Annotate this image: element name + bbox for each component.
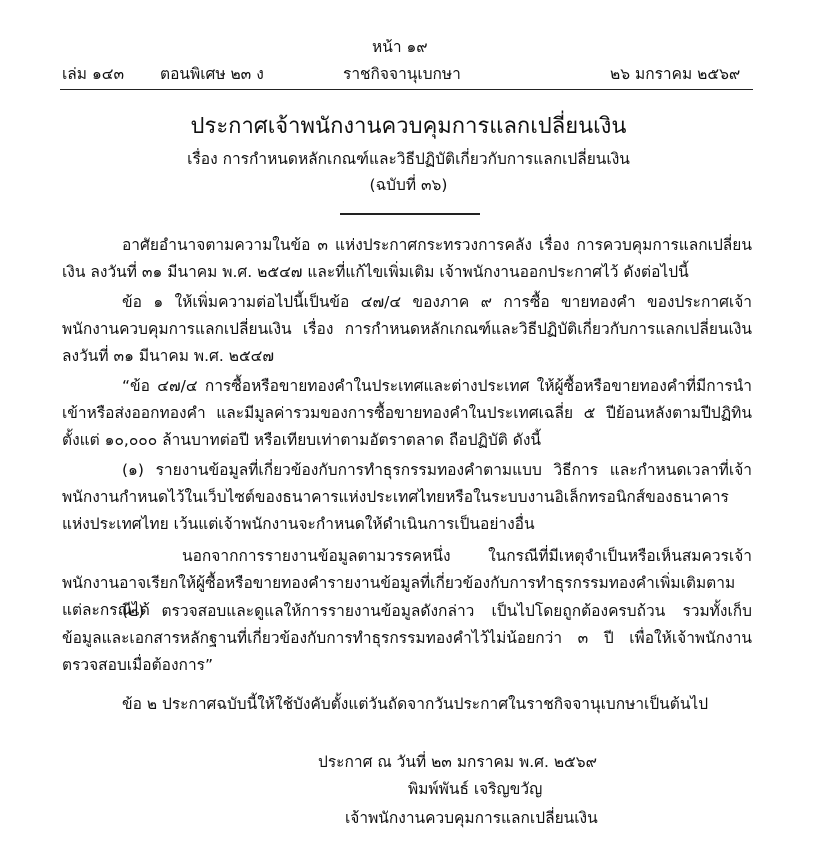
document-edition: (ฉบับที่ ๓๖)	[369, 176, 448, 194]
header-rule	[60, 89, 753, 90]
document-title: ประกาศเจ้าพนักงานควบคุมการแลกเปลี่ยนเงิน	[190, 114, 627, 139]
clause-1-paragraph: ข้อ ๑ ให้เพิ่มความต่อไปนี้เป็นข้อ ๔๗/๔ ของภาค ๙ การซื้อ ขายทองคำ ของประกาศเจ้าพนักงานควบคุมการแลกเปลี่ยนเงิน เรื่อง การกำหนดหลักเกณฑ์และวิธีปฏิบัติเกี่ยวกับการแลกเปลี่ยนเงิน ลงวันที่ ๓๑ มีนาคม พ.ศ. ๒๕๔๗	[62, 293, 752, 365]
gazette-name: ราชกิจจานุเบกษา	[343, 65, 461, 83]
clause-2-paragraph: ข้อ ๒ ประกาศฉบับนี้ให้ใช้บังคับตั้งแต่วันถัดจากวันประกาศในราชกิจจานุเบกษาเป็นต้นไป	[122, 695, 709, 713]
item-1-paragraph: (๑) รายงานข้อมูลที่เกี่ยวข้องกับการทำธุรกรรมทองคำตามแบบ วิธีการ และกำหนดเวลาที่เจ้าพนักงานกำหนดไว้ในเว็บไซต์ของธนาคารแห่งประเทศไทยหรือในระบบงานอิเล็กทรอนิกส์ของธนาคารแห่งประเทศไทย เว้นแต่เจ้าพนักงานจะกำหนดให้ดำเนินการเป็นอย่างอื่น	[62, 461, 752, 533]
title-separator	[340, 213, 480, 215]
document-subject: เรื่อง การกำหนดหลักเกณฑ์และวิธีปฏิบัติเกี่ยวกับการแลกเปลี่ยนเงิน	[187, 150, 630, 168]
signatory-name: พิมพ์พันธ์ เจริญขวัญ	[408, 780, 543, 798]
page-number: หน้า ๑๙	[372, 38, 428, 56]
volume-label: เล่ม ๑๔๓	[62, 65, 125, 83]
quoted-clause-paragraph: “ข้อ ๔๗/๔ การซื้อหรือขายทองคำในประเทศและต่างประเทศ ให้ผู้ซื้อหรือขายทองคำที่มีการนำเข้าหรือส่งออกทองคำ และมีมูลค่ารวมของการซื้อขายทองคำในประเทศเฉลี่ย ๕ ปีย้อนหลังตามปีปฏิทินตั้งแต่ ๑๐,๐๐๐ ล้านบาทต่อปี หรือเทียบเท่าตามอัตราตลาด ถือปฏิบัติ ดังนี้	[62, 377, 752, 449]
signing-date: ประกาศ ณ วันที่ ๒๓ มกราคม พ.ศ. ๒๕๖๙	[318, 753, 597, 771]
issue-date: ๒๖ มกราคม ๒๕๖๙	[610, 65, 741, 83]
signatory-position: เจ้าพนักงานควบคุมการแลกเปลี่ยนเงิน	[345, 809, 598, 827]
section-label: ตอนพิเศษ ๒๓ ง	[160, 65, 264, 83]
preamble-paragraph: อาศัยอำนาจตามความในข้อ ๓ แห่งประกาศกระทรวงการคลัง เรื่อง การควบคุมการแลกเปลี่ยนเงิน ลงวันที่ ๓๑ มีนาคม พ.ศ. ๒๕๔๗ และที่แก้ไขเพิ่มเติม เจ้าพนักงานออกประกาศไว้ ดังต่อไปนี้	[62, 236, 752, 281]
item-2-paragraph: (๒) ตรวจสอบและดูแลให้การรายงานข้อมูลดังกล่าว เป็นไปโดยถูกต้องครบถ้วน รวมทั้งเก็บข้อมูลและเอกสารหลักฐานที่เกี่ยวข้องกับการทำธุรกรรมทองคำไว้ไม่น้อยกว่า ๓ ปี เพื่อให้เจ้าพนักงานตรวจสอบเมื่อต้องการ”	[62, 602, 752, 674]
item-1-supplement-paragraph: นอกจากการรายงานข้อมูลตามวรรคหนึ่ง ในกรณีที่มีเหตุจำเป็นหรือเห็นสมควรเจ้าพนักงานอาจเรียกให้ผู้ซื้อหรือขายทองคำรายงานข้อมูลที่เกี่ยวข้องกับการทำธุรกรรมทองคำเพิ่มเติมตามแต่ละกรณีได้	[62, 547, 752, 619]
